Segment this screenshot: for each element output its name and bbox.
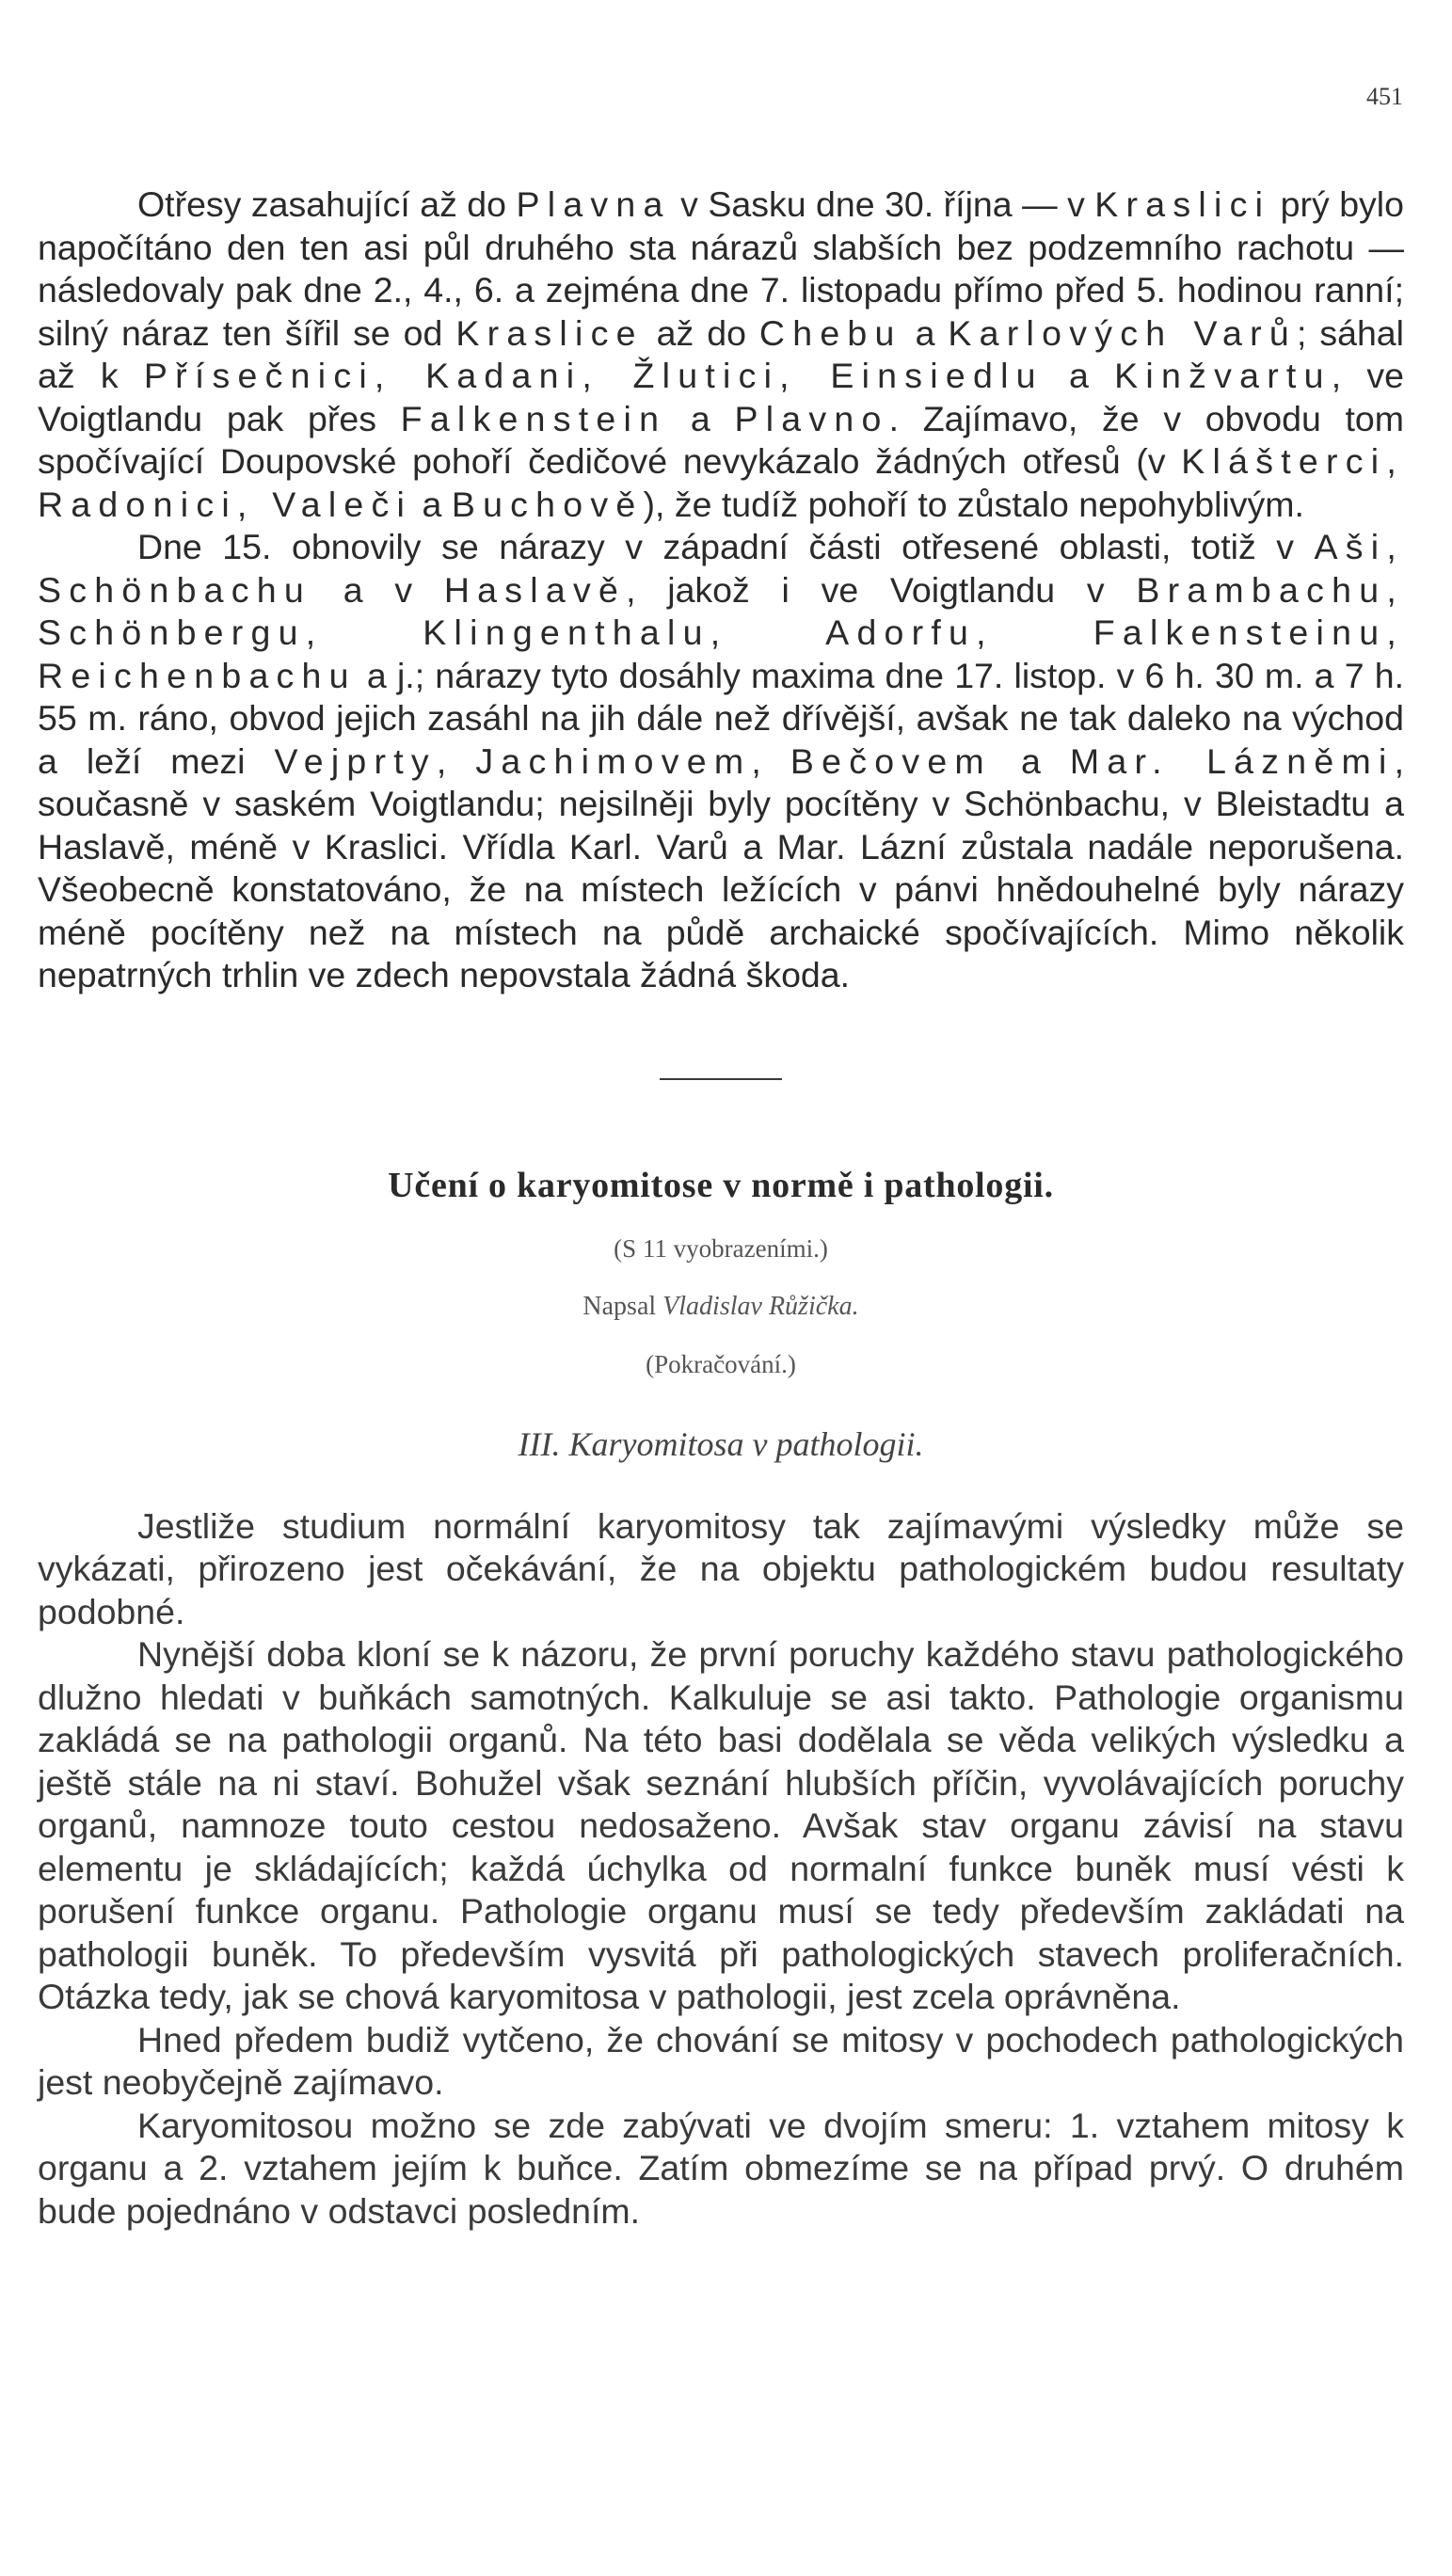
text-run: ), že tudíž pohoří to zůstalo nepohyblivým.	[643, 484, 1304, 524]
place-name: Chebu	[758, 312, 902, 353]
place-name: Plavno	[734, 398, 889, 438]
body-paragraph: Jestliže studium normální karyomitosy tak zajímavými výsledky může se vykázati, přirozeno jest očekávání, že na objektu pathologickém budou resultaty podobné.	[38, 1505, 1404, 1631]
paragraph-earthquake-15th	[38, 526, 1404, 997]
text-run: a	[1043, 356, 1115, 395]
text-run: a	[902, 312, 949, 353]
place-name: Buchově	[451, 484, 644, 524]
text-run: prý bylo napočítáno den ten asi půl druhého sta nárazů slabších bez podzemního rachotu — následovaly pak dne 2., 4., 6. a zejména dne 7. listopadu přímo před 5. hodinou ranní; silný náraz ten šířil se od	[38, 184, 1404, 353]
body-paragraph: Nynější doba kloní se k názoru, že první poruchy každého stavu pathologického dlužno hledati v buňkách samotných. Kalkuluje se asi takto. Pathologie organismu zakládá se na pathologii organů. Na této basi dodělala se věda velikých výsledku a ještě stále na ni staví. Bohužel však seznání hlubších příčin, vyvolávajících poruchy organů, namnoze touto cestou nedosaženo. Avšak stav organu závisí na stavu elementu je skládajících; každá úchylka od normalní funkce buněk musí vésti k porušení funkce organu. Pathologie organu musí se tedy především zakládati na pathologii buněk. To především vysvitá při pathologických stavech proliferačních. Otázka tedy, jak se chová karyomitosa v pathologii, jest zcela oprávněna.	[38, 1634, 1404, 2016]
article-body	[38, 1505, 1404, 2234]
text-run: Dne 15. obnovily se nárazy v západní části otřesené oblasti, totiž v	[137, 527, 1315, 566]
place-name: Kinžvartu	[1114, 356, 1332, 395]
text-run: ,	[436, 740, 476, 781]
text-run: ,	[751, 740, 790, 781]
text-run: ; sáhal až k	[38, 312, 1404, 395]
text-run: a	[991, 740, 1070, 781]
author-prefix: Napsal	[582, 1291, 663, 1321]
text-run: . Zajímavo, že v obvodu tom spočívající Doupovské pohoří čedičové nevykázalo žádných otřesů (v	[38, 398, 1405, 481]
place-name: Aši, Schönbachu	[38, 527, 1404, 610]
place-name: Karlových Varů	[948, 312, 1297, 353]
text-run: a v	[311, 569, 444, 610]
place-name: Klášterci, Radonici, Valeči	[38, 441, 1404, 524]
section-heading: III. Karyomitosa v pathologii.	[518, 1424, 924, 1463]
body-paragraph: Hned předem budiž vytčeno, že chování se mitosy v pochodech pathologických jest neobyčejně zajímavo.	[38, 2019, 1404, 2102]
section-divider	[660, 1078, 782, 1080]
text-run: až do	[643, 312, 759, 353]
page-number: 451	[1366, 83, 1403, 110]
place-name: Kraslice	[455, 312, 644, 353]
place-name: Falkenstein	[400, 398, 667, 438]
place-name: Plavna	[516, 184, 671, 224]
body-paragraph: Karyomitosou možno se zde zabývati ve dvojím smeru: 1. vztahem mitosy k organu a 2. vztahem jejím k buňce. Zatím obmezíme se na případ prvý. O druhém bude pojednáno v odstavci posledním.	[38, 2105, 1404, 2231]
place-name: Bečovem	[790, 740, 992, 781]
place-name: Jachimovem	[475, 740, 752, 781]
text-run: , jakož i ve Voigtlandu v	[626, 569, 1137, 610]
place-name: Přísečnici, Kadani, Žlutici, Einsiedlu	[143, 356, 1044, 395]
place-name: Vejprty	[274, 740, 437, 781]
text-run: a	[412, 484, 452, 524]
place-name: Brambachu, Schönbergu, Klingenthalu, Adorfu, Falkensteinu, Reichenbachu	[38, 569, 1404, 695]
text-run: , ve Voigtlandu pak přes	[38, 356, 1404, 438]
continuation-note: (Pokračování.)	[646, 1349, 796, 1378]
figures-note: (S 11 vyobrazeními.)	[614, 1233, 828, 1263]
place-name: Kraslici	[1094, 184, 1271, 224]
author-name: Vladislav Růžička.	[662, 1291, 859, 1321]
text-run: Otřesy zasahující až do	[137, 184, 517, 224]
text-run: v Sasku dne 30. října — v	[670, 184, 1095, 224]
place-name: Mar. Lázněmi	[1069, 740, 1395, 781]
place-name: Haslavě	[443, 569, 627, 610]
page-content	[38, 183, 1404, 2233]
author-line	[38, 1292, 1404, 1322]
text-run: a	[666, 398, 735, 438]
text-run: , současně v saském Voigtlandu; nejsilněji byly pocítěny v Schönbachu, v Bleistadtu a Haslavě, méně v Kraslici. Vřídla Karl. Varů a Mar. Lázní zůstala nadále neporušena. Všeobecně konstatováno, že na místech ležících v pánvi hnědouhelné byly nárazy méně pocítěny než na místech na půdě archaické spočívajících. Mimo několik nepatrných trhlin ve zdech nepovstala žádná škoda.	[38, 740, 1404, 994]
text-run: a j.; nárazy tyto dosáhly maxima dne 17. listop. v 6 h. 30 m. a 7 h. 55 m. ráno, obvod jejich zasáhl na jih dále než dřívější, avšak ne tak daleko na východ a leží mezi	[38, 655, 1404, 781]
paragraph-earthquake-november	[38, 183, 1404, 526]
article-title: Učení o karyomitose v normě i pathologii.	[388, 1165, 1054, 1205]
